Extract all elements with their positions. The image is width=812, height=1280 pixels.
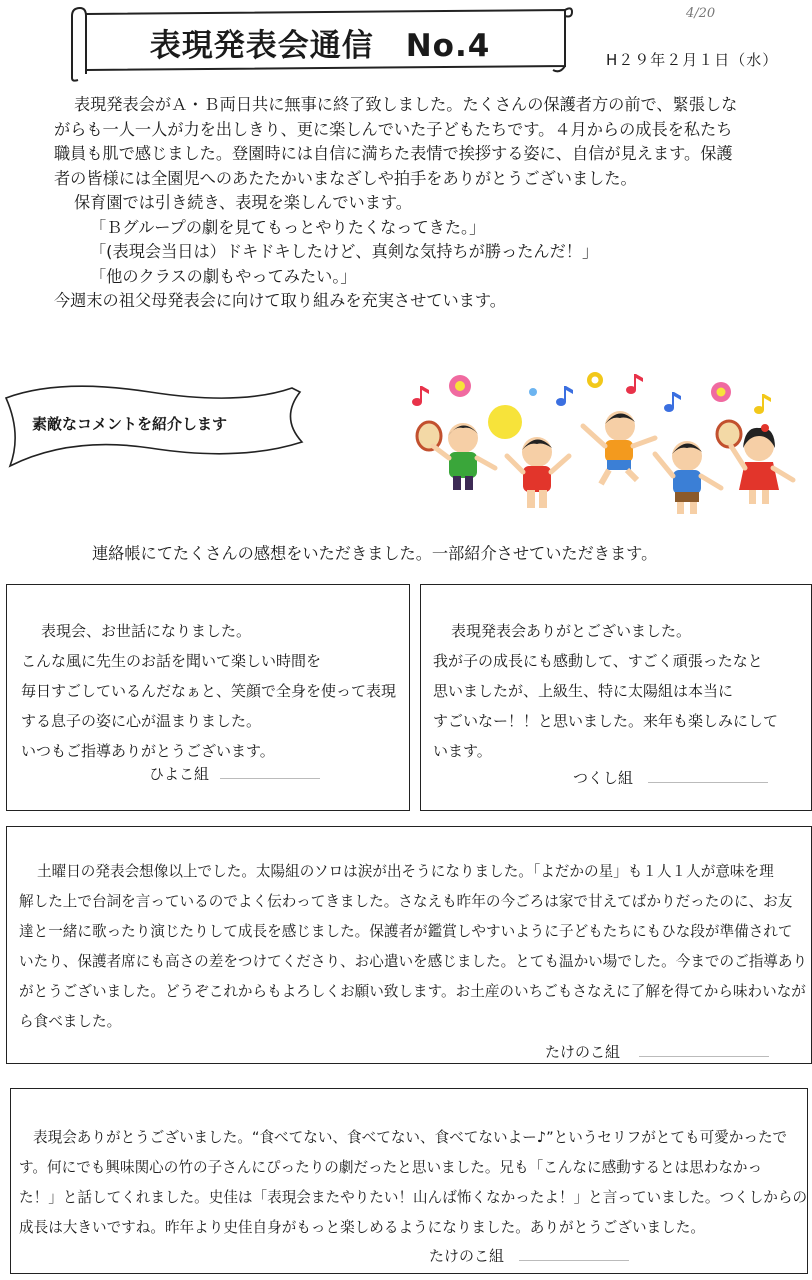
intro-line: 者の皆様には全園児へのあたたかいまなざしや拍手をありがとうございました。 [54,168,637,188]
comment-line: た！」と話してくれました。史佳は「表現会またやりたい！山んば怖くなかったよ！」と言っていました。つくしからの [19,1189,808,1206]
child-icon [583,411,655,484]
comment-line: いつもご指導ありがとうございます。 [21,742,275,760]
music-note-icon [664,392,681,412]
intro-line: がらも一人一人が力を出しきり、更に楽しんでいた子どもたちです。４月からの成長を私たち [54,119,733,139]
comment-line: 思いましたが、上級生、特に太陽組は本当に [433,682,734,700]
page-title: 表現発表会通信 No.4 [149,28,491,64]
comment-line: いたり、保護者席にも高さの差をつけてくださり、お心遣いを感じました。とても温かい場でした。今までのご指導あり [19,953,808,970]
intro-line: 保育園では引き続き、表現を楽しんでいます。 [74,193,412,212]
comment-line: こんな風に先生のお話を聞いて楽しい時間を [21,652,322,670]
issue-date: H２９年２月１日（水） [606,51,779,69]
comment-line: 解した上で台詞を言っているのでよく伝わってきました。さなえも昨年の今ごろは家で甘えてばかりだったのに、お友 [19,893,793,910]
comment-line: すごいなー！！と思いました。来年も楽しみにして [433,712,779,730]
children-illustration [405,368,800,528]
child-icon [417,422,495,490]
comment-line: 我が子の成長にも感動して、すごく頑張ったなと [433,652,763,670]
comment-line: 毎日すごしているんだなぁと、笑顔で全身を使って表現 [21,682,397,700]
comment-line: がとうございました。どうぞこれからもよろしくお願い致します。お土産のいちごもさなえに了解を得てから味わいなが [19,983,806,1000]
comment-line: 表現会ありがとうございました。“食べてない、食べてない、食べてないよー♪”というセリフがとても可愛かったで [33,1129,788,1146]
comment-line: す。何にでも興味関心の竹の子さんにぴったりの劇だったと思いました。兄も「こんなに感動するとは思わなかっ [19,1159,763,1176]
lead-text: 連絡帳にてたくさんの感想をいただきました。一部紹介させていただきます。 [92,544,658,563]
comment-line: います。 [433,742,492,760]
child-quote: 「(表現会当日は）ドキドキしたけど、真剣な気持ちが勝ったんだ！」 [90,242,599,261]
comment-line: ら食べました。 [19,1013,122,1030]
child-quote: 「Ｂグループの劇を見てもっとやりたくなってきた。」 [90,217,486,237]
comment-line: 土曜日の発表会想像以上でした。太陽組のソロは涙が出そうになりました。「よだかの星」も１人１人が意味を理 [37,863,774,880]
class-signature: つくし組 [573,769,634,787]
comment-box-takenoko-1 [6,826,812,1064]
intro-paragraph [54,93,799,314]
signature-line [220,777,320,779]
child-icon [717,421,793,504]
flower-icon [711,382,731,402]
class-signature: ひよこ組 [149,765,210,783]
ribbon-label: 素敵なコメントを紹介します [32,415,228,433]
signature-line [519,1259,629,1261]
intro-line: 職員も肌で感じました。登園時には自信に満ちた表情で挨拶する姿に、自信が見えます。保護 [54,144,733,163]
signature-line [639,1055,769,1057]
comment-line: 表現会、お世話になりました。 [41,622,252,640]
class-signature: たけのこ組 [545,1043,621,1061]
comment-line: 達と一緒に歌ったり演じたりして成長を感じました。保護者が鑑賞しやすいように子どもたちにもひな段が準備されて [19,923,793,940]
intro-line: 今週末の祖父母発表会に向けて取り組みを充実させています。 [54,291,506,310]
comment-line: 表現発表会ありがとございました。 [451,622,692,640]
music-note-icon [626,374,643,394]
music-note-icon [556,386,573,406]
comment-box-tsukushi [420,584,812,811]
sun-icon [488,405,522,439]
child-icon [655,441,721,514]
flower-icon [449,375,471,397]
tambourine-icon [417,422,441,450]
tambourine-icon [717,421,741,447]
flower-icon [587,372,603,388]
intro-line: 表現発表会がＡ・Ｂ両日共に無事に終了致しました。たくさんの保護者方の前で、緊張しな [74,95,738,114]
music-note-icon [754,394,771,414]
comment-line: 成長は大きいですね。昨年より史佳自身がもっと楽しめるようになりました。ありがとうございました。 [19,1219,705,1236]
comment-line: する息子の姿に心が温まりました。 [21,712,262,730]
class-signature: たけのこ組 [429,1247,505,1265]
child-quote: 「他のクラスの劇もやってみたい。」 [90,266,357,286]
handwritten-note: 4/20 [686,6,716,21]
music-note-icon [412,386,429,406]
child-icon [507,437,569,508]
comment-box-takenoko-2 [10,1088,808,1274]
comment-box-hiyoko [6,584,410,811]
signature-line [648,781,768,783]
